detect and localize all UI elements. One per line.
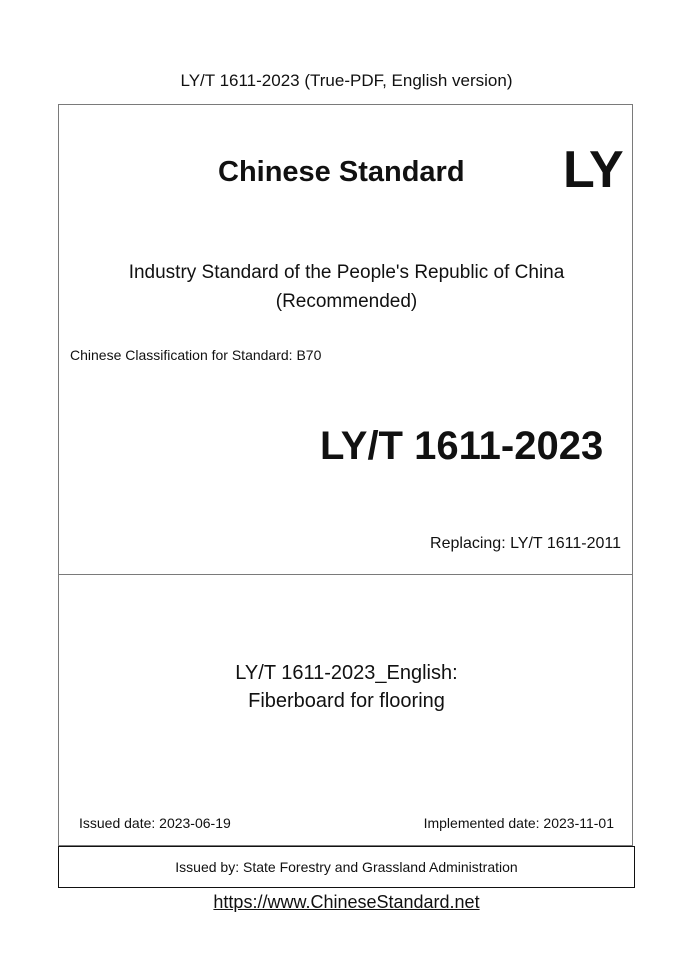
industry-standard-text — [0, 258, 693, 316]
standard-code-prefix: LY — [563, 141, 623, 199]
classification-text: Chinese Classification for Standard: B70 — [70, 347, 322, 363]
document-title — [0, 659, 693, 715]
industry-line-2: (Recommended) — [275, 291, 418, 312]
title-line-2: Fiberboard for flooring — [248, 690, 445, 712]
standard-label: Chinese Standard — [218, 156, 465, 188]
website-link[interactable]: https://www.ChineseStandard.net — [213, 892, 480, 912]
issued-date: Issued date: 2023-06-19 — [79, 815, 231, 831]
replacing-text: Replacing: LY/T 1611-2011 — [430, 535, 621, 552]
title-line-1: LY/T 1611-2023_English: — [235, 662, 458, 684]
industry-line-1: Industry Standard of the People's Republic of China — [128, 262, 565, 283]
implemented-date: Implemented date: 2023-11-01 — [423, 815, 614, 831]
page-header: LY/T 1611-2023 (True-PDF, English version) — [180, 71, 513, 90]
issued-by-text: Issued by: State Forestry and Grassland Administration — [175, 859, 518, 875]
issuer-box — [58, 846, 635, 888]
standard-number: LY/T 1611-2023 — [320, 424, 604, 468]
